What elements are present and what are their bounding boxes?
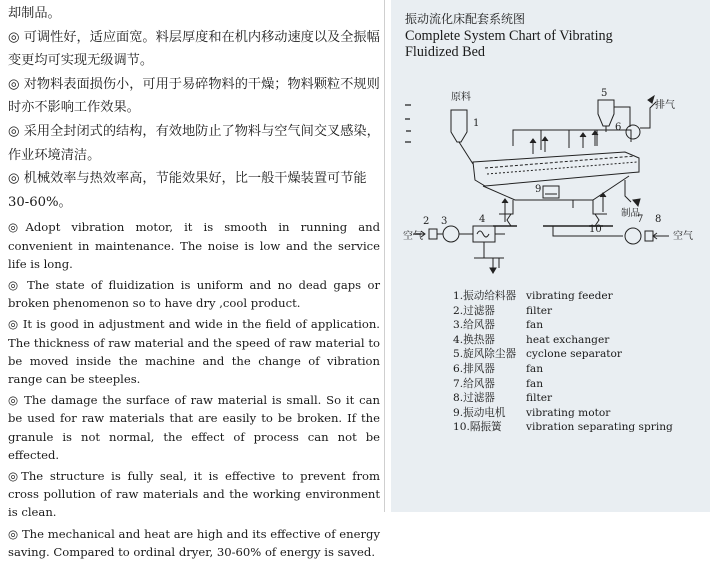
legend-en: cyclone separator: [526, 348, 622, 361]
legend-item: [453, 362, 673, 377]
legend-en: filter: [526, 304, 553, 317]
system-diagram: [393, 82, 710, 290]
callout-3: 3: [441, 216, 448, 227]
zh-line: 时亦不影响工作效果。: [8, 100, 140, 116]
legend-en: fan: [526, 362, 544, 375]
supply-fan-left: [443, 226, 459, 242]
legend-zh: 8.过滤器: [453, 392, 495, 405]
legend-zh: 10.隔振簧: [453, 421, 502, 434]
callout-9: 9: [535, 184, 542, 195]
zh-line: ◎ 采用全封闭式的结构，有效地防止了物料与空气间交叉感染，: [8, 123, 380, 139]
legend-en: vibrating motor: [526, 406, 611, 419]
legend-zh: 2.过滤器: [453, 304, 495, 317]
product-outlet: [625, 180, 631, 202]
zh-line: ◎ 对物料表面损伤小，可用于易碎物料的干燥；物料颗粒不规则: [8, 76, 380, 92]
column-divider: [384, 0, 385, 512]
legend-item: [453, 318, 673, 333]
legend-en: fan: [526, 319, 544, 332]
en-paragraph: ◎ The damage the surface of raw material is small. So it can be used for raw materials that are easily to be broken. If the granule is not normal, the effect of process can not be effected.: [8, 393, 380, 462]
component-legend: [453, 289, 673, 435]
callout-10: 10: [589, 224, 602, 235]
vibrating-motor: [543, 186, 559, 198]
filter-right: [645, 231, 653, 241]
raw-material-label: 原料: [451, 92, 471, 103]
feature-text-column: [8, 2, 380, 561]
bed-hood: [513, 130, 631, 146]
en-paragraph: ◎ It is good in adjustment and wide in the field of application. The thickness of raw material and the speed of raw material to be moved inside the machine and the change of vibration range can be steeples.: [8, 317, 380, 386]
callout-5: 5: [601, 88, 608, 99]
legend-zh: 4.换热器: [453, 333, 495, 346]
callout-7: 7: [637, 214, 644, 225]
zh-line: 30-60%。: [8, 194, 72, 210]
legend-en: vibrating feeder: [526, 290, 613, 302]
legend-item: [453, 406, 673, 421]
legend-zh: 3.给风器: [453, 319, 495, 332]
reference-ticks: [405, 105, 411, 142]
legend-item: [453, 420, 673, 435]
legend-en: filter: [526, 392, 553, 405]
zh-line: 作业环境清洁。: [8, 147, 101, 163]
legend-item: [453, 391, 673, 406]
air-inlet-left-label: 空气: [403, 231, 423, 242]
legend-zh: 1.振动给料器: [453, 290, 517, 302]
supply-fan-right: [625, 228, 641, 244]
feed-hopper: [451, 110, 467, 142]
en-paragraph: ◎Adopt vibration motor, it is smooth in running and convenient in maintenance. The noise is low and the service life is long.: [8, 220, 380, 271]
callout-1: 1: [473, 118, 480, 129]
zh-line: 却制品。: [8, 6, 61, 21]
zh-line: 变更均可实现无级调节。: [8, 53, 154, 69]
legend-item: [453, 304, 673, 319]
legend-item: [453, 333, 673, 348]
zh-line: ◎ 可调性好，适应面宽。料层厚度和在机内移动速度以及全振幅: [8, 29, 380, 45]
heat-exchanger: [473, 226, 495, 242]
en-paragraph: ◎ The mechanical and heat are high and its effective of energy saving. Compared to ordinal dryer, 30-60% of energy is saved.: [8, 526, 380, 559]
exhaust-label: 排气: [655, 100, 675, 111]
legend-zh: 9.振动电机: [453, 406, 506, 419]
fluidized-bed-body: [473, 152, 639, 186]
callout-4: 4: [479, 214, 486, 225]
en-paragraph: ◎ The state of fluidization is uniform and no dead gaps or broken phenomenon so to have dry ,cool product.: [8, 277, 380, 311]
legend-item: [453, 289, 673, 304]
legend-item: [453, 377, 673, 392]
legend-zh: 5.旋风除尘器: [453, 348, 517, 361]
exhaust-fan: [626, 125, 640, 139]
en-paragraph: ◎The structure is fully seal, it is effective to prevent from cross pollution of raw materials and the working environment is clean.: [8, 468, 380, 520]
filter-left: [429, 229, 437, 239]
air-inlet-right-label: 空气: [673, 231, 693, 242]
support-frame: [499, 200, 607, 214]
callout-8: 8: [655, 214, 662, 225]
legend-zh: 7.给风器: [453, 377, 495, 390]
callout-2: 2: [423, 216, 430, 227]
zh-line: ◎ 机械效率与热效率高，节能效果好，比一般干燥装置可节能: [8, 171, 367, 187]
legend-en: fan: [526, 377, 544, 390]
legend-en: vibration separating spring: [526, 421, 673, 434]
cyclone-separator: [598, 100, 614, 126]
legend-en: heat exchanger: [526, 333, 610, 346]
chart-title-zh: 振动流化床配套系统图: [405, 12, 526, 26]
product-label: 制品: [621, 208, 641, 219]
legend-zh: 6.排风器: [453, 362, 495, 375]
chart-title-en: Complete System Chart of Vibrating Fluidized Bed: [405, 28, 613, 60]
callout-6: 6: [615, 122, 622, 133]
legend-item: [453, 347, 673, 362]
